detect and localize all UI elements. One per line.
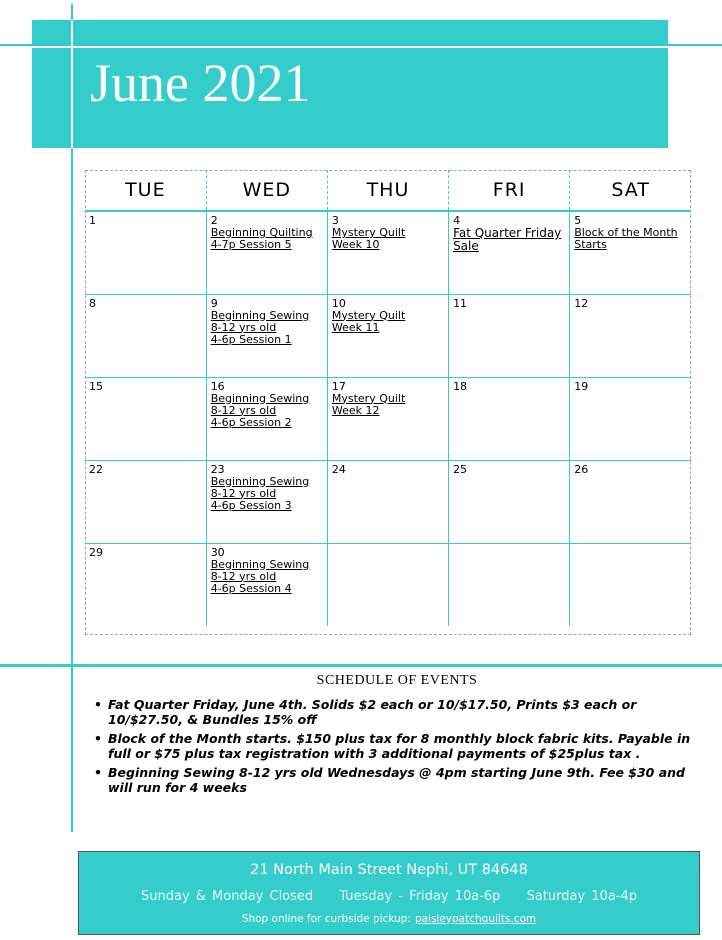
day-number: 25 [453, 462, 468, 476]
calendar-day-cell [206, 377, 327, 460]
day-number: 22 [89, 462, 103, 476]
calendar-day-cell [449, 377, 570, 460]
shop-online [79, 913, 699, 925]
bullet-icon: • [94, 731, 102, 746]
banner-rule [32, 46, 668, 48]
calendar-day-cell [327, 377, 448, 460]
event-link[interactable]: Beginning Sewing [210, 557, 310, 571]
schedule-item [92, 765, 702, 795]
calendar-day-cell [85, 294, 206, 377]
schedule-item-text: Beginning Sewing 8-12 yrs old Wednesdays @ 4pm starting June 9th. Fee $30 and will run for 4 weeks [108, 765, 686, 795]
event-link[interactable]: Beginning Quilting [210, 226, 313, 239]
day-number: 18 [453, 379, 468, 393]
calendar-day-cell [327, 294, 448, 377]
event-link[interactable]: 8-12 yrs old [210, 320, 277, 334]
calendar-day-cell [449, 211, 570, 294]
day-number: 12 [574, 296, 589, 310]
calendar-day-cell [206, 460, 327, 543]
calendar-day-cell [449, 460, 570, 543]
calendar-day-cell [85, 377, 206, 460]
day-number: 24 [331, 462, 346, 476]
calendar-day-cell [206, 294, 327, 377]
calendar-week-row [85, 377, 691, 460]
weekday-wed: WED [206, 170, 327, 211]
event-link[interactable]: Sale [453, 239, 479, 253]
day-number: 23 [210, 462, 225, 476]
weekday-fri: FRI [449, 170, 570, 211]
calendar-day-cell [327, 460, 448, 543]
hours-closed: Sunday & Monday Closed [141, 889, 314, 904]
day-number: 1 [89, 214, 96, 227]
event-link[interactable]: Mystery Quilt [331, 391, 406, 405]
bullet-icon: • [94, 765, 102, 780]
event-link[interactable]: 4-6p Session 1 [210, 332, 292, 346]
calendar-day-cell [85, 211, 206, 294]
schedule-item [92, 697, 702, 727]
day-number: 10 [331, 296, 346, 310]
day-number: 19 [574, 379, 589, 393]
footer-box [78, 851, 700, 935]
weekday-header-row [85, 170, 691, 211]
event-link[interactable]: Mystery Quilt [331, 308, 406, 322]
store-address: 21 North Main Street Nephi, UT 84648 [250, 862, 528, 878]
page-title: June 2021 [90, 53, 311, 113]
calendar-week-row [85, 460, 691, 543]
shop-online-label: Shop online for curbside pickup: [241, 913, 411, 925]
bullet-icon: • [94, 697, 102, 712]
event-link[interactable]: 8-12 yrs old [210, 569, 277, 583]
event-link[interactable]: 4-6p Session 2 [210, 415, 292, 429]
event-link[interactable]: Beginning Sewing [210, 391, 310, 405]
weekday-tue: TUE [85, 170, 206, 211]
day-number: 15 [89, 379, 103, 393]
day-number: 17 [331, 379, 346, 393]
day-number: 26 [574, 462, 589, 476]
calendar-day-cell [449, 294, 570, 377]
calendar-week-row [85, 294, 691, 377]
event-link[interactable]: Fat Quarter Friday [453, 226, 562, 240]
event-link[interactable]: 8-12 yrs old [210, 403, 277, 417]
calendar-day-cell [327, 211, 448, 294]
day-number: 4 [453, 214, 461, 227]
event-link[interactable]: Beginning Sewing [210, 308, 310, 322]
hours-weekday: Tuesday - Friday 10a-6p [339, 889, 501, 904]
calendar-day-cell [85, 543, 206, 626]
calendar-day-cell [206, 211, 327, 294]
day-number: 30 [210, 545, 225, 559]
day-number: 16 [210, 379, 225, 393]
event-link[interactable]: Block of the Month [574, 226, 678, 239]
calendar-day-cell [206, 543, 327, 626]
shop-link[interactable]: paisleypatchquilts.com [414, 913, 537, 925]
schedule-list [92, 697, 702, 799]
event-link[interactable]: Week 10 [331, 238, 380, 251]
event-link[interactable]: Beginning Sewing [210, 474, 310, 488]
calendar-week-row [85, 543, 691, 626]
schedule-item-text: Block of the Month starts. $150 plus tax for 8 monthly block fabric kits. Payable in full or $75 plus tax registration with 3 additional payments of $25plus tax . [108, 731, 691, 761]
event-link[interactable]: 8-12 yrs old [210, 486, 277, 500]
calendar-day-cell [570, 294, 691, 377]
schedule-item-text: Fat Quarter Friday, June 4th. Solids $2 each or 10/$17.50, Prints $3 each or 10/$27.50, & Bundles 15% off [108, 697, 637, 727]
calendar-day-cell [570, 543, 691, 626]
day-number: 3 [331, 214, 339, 227]
event-link[interactable]: Week 12 [331, 403, 380, 417]
event-link[interactable]: Mystery Quilt [331, 226, 406, 239]
calendar-day-cell [570, 377, 691, 460]
calendar-grid [85, 170, 691, 626]
calendar-week-row [85, 211, 691, 294]
weekday-sat: SAT [570, 170, 691, 211]
event-link[interactable]: Week 11 [331, 320, 380, 334]
store-hours [79, 889, 699, 904]
schedule-title: SCHEDULE OF EVENTS [316, 673, 478, 688]
event-link[interactable]: 4-6p Session 4 [210, 581, 292, 595]
day-number: 8 [89, 296, 96, 310]
hours-saturday: Saturday 10a-4p [526, 889, 637, 904]
weekday-thu: THU [327, 170, 448, 211]
day-number: 2 [210, 214, 218, 227]
banner-vertical-rule [71, 20, 73, 148]
event-link[interactable]: Starts [574, 238, 607, 251]
day-number: 11 [453, 296, 468, 310]
schedule-item [92, 731, 702, 761]
event-link[interactable]: 4-6p Session 3 [210, 498, 292, 512]
day-number: 29 [89, 545, 103, 559]
calendar-day-cell [449, 543, 570, 626]
calendar-day-cell [327, 543, 448, 626]
event-link[interactable]: 4-7p Session 5 [210, 238, 292, 251]
calendar-day-cell [570, 211, 691, 294]
calendar-day-cell [570, 460, 691, 543]
day-number: 9 [210, 296, 218, 310]
schedule-rule [0, 664, 722, 667]
calendar-day-cell [85, 460, 206, 543]
day-number: 5 [574, 214, 582, 227]
